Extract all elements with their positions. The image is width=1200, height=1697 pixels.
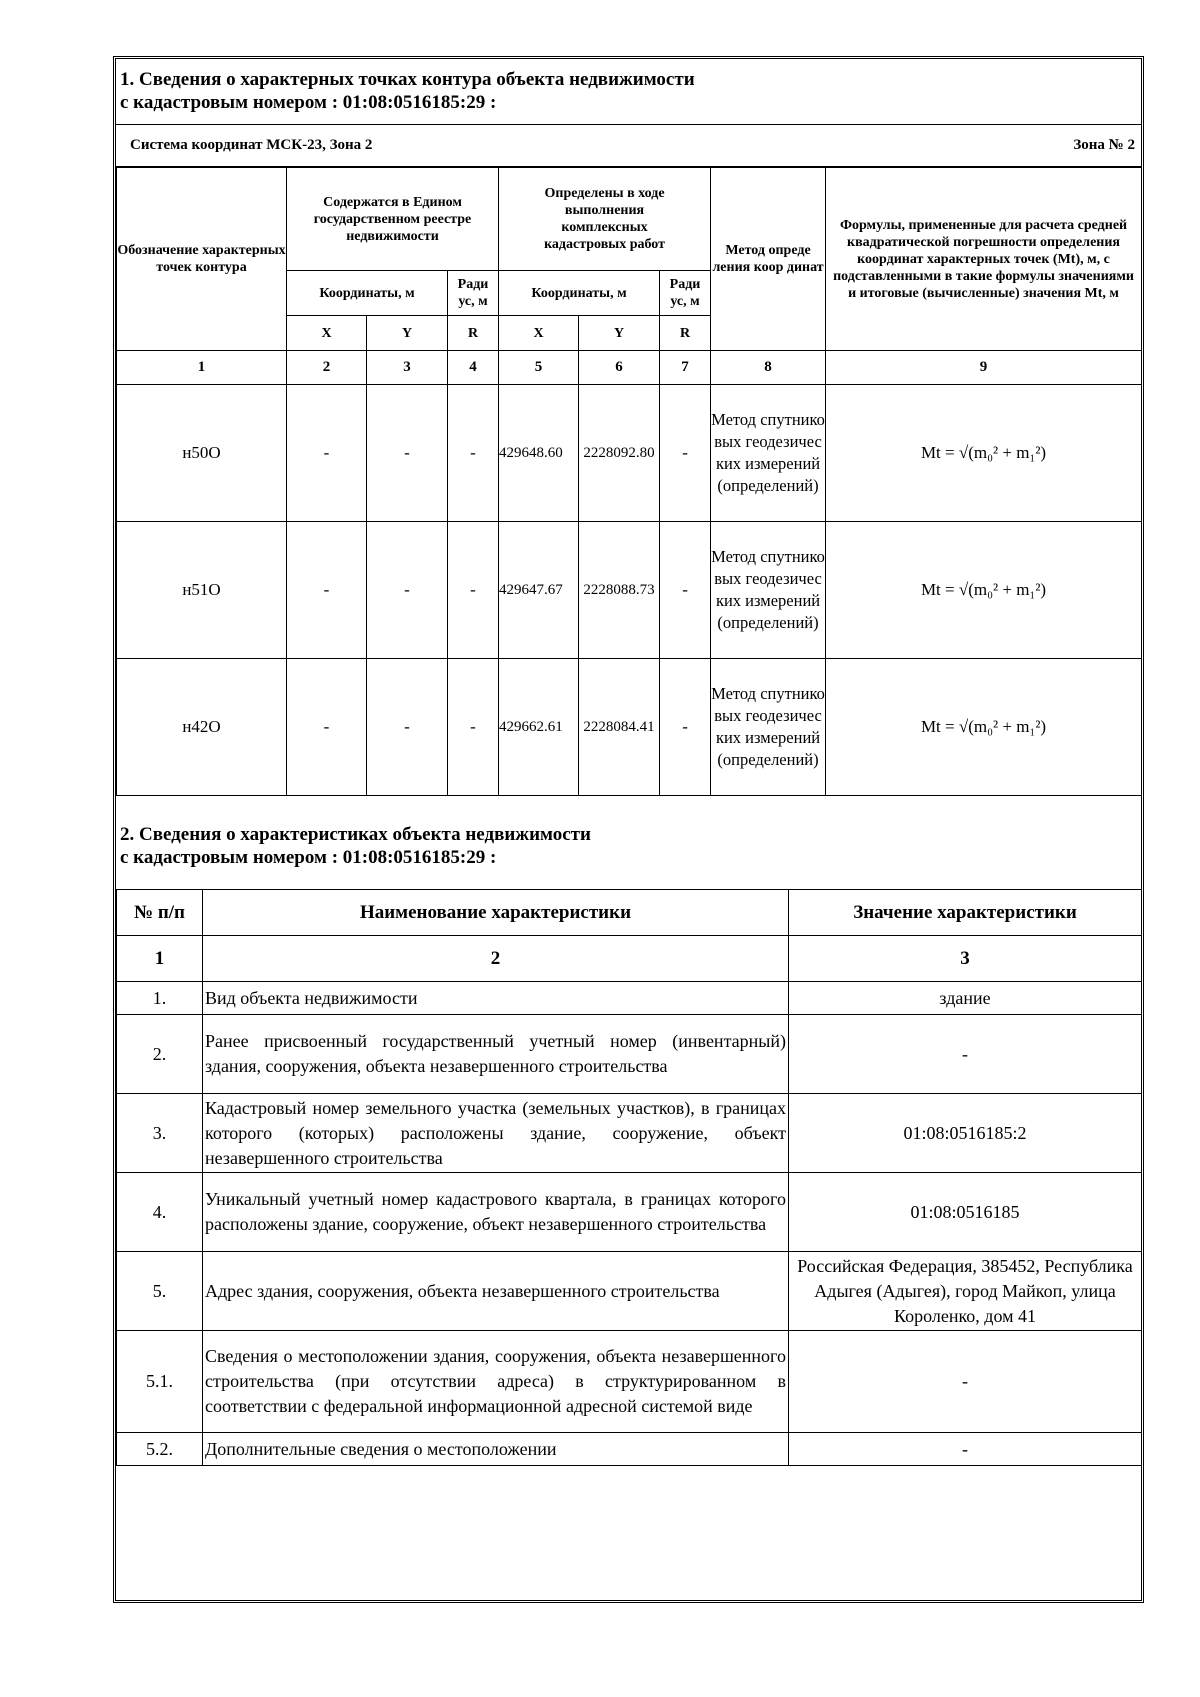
cell-r-defined: - xyxy=(660,522,711,659)
row-num: 3. xyxy=(117,1094,203,1173)
row-name: Дополнительные сведения о местоположении xyxy=(203,1433,789,1466)
section2-title-line1: 2. Сведения о характеристиках объекта недвижимости xyxy=(120,824,591,845)
cell-r-defined: - xyxy=(660,659,711,796)
header-value: Значение характеристики xyxy=(789,890,1142,936)
coord-system-row xyxy=(116,125,1141,167)
table-row xyxy=(117,982,1142,1015)
col-num: 9 xyxy=(826,351,1142,385)
zone-label: Зона № 2 xyxy=(1073,137,1135,153)
table-row xyxy=(117,1433,1142,1466)
table-row xyxy=(117,1173,1142,1252)
header-num: № п/п xyxy=(117,890,203,936)
points-table xyxy=(116,167,1142,796)
cell-r-egrn: - xyxy=(448,659,499,796)
cell-x-defined: 429662.61 xyxy=(499,659,579,796)
header-radius-defined: Ради ус, м xyxy=(660,271,711,316)
point-name: н42О xyxy=(117,659,287,796)
header-y-defined: Y xyxy=(579,316,660,351)
cell-r-egrn: - xyxy=(448,385,499,522)
col-num: 1 xyxy=(117,351,287,385)
section1-title-line1: 1. Сведения о характерных точках контура объекта недвижимости xyxy=(120,69,695,90)
cell-y-egrn: - xyxy=(367,659,448,796)
row-name: Вид объекта недвижимости xyxy=(203,982,789,1015)
header-formula: Формулы, примененные для расчета средней квадратической погрешности определения координат характерных точек (Mt), м, с подставленными в такие формулы значениями и итоговые (вычисленные) значения Mt, м xyxy=(826,168,1142,351)
col-num: 2 xyxy=(287,351,367,385)
col-num: 4 xyxy=(448,351,499,385)
row-num: 5. xyxy=(117,1252,203,1331)
row-num: 5.2. xyxy=(117,1433,203,1466)
header-r-defined: R xyxy=(660,316,711,351)
section1-title xyxy=(116,59,1141,125)
row-value: Российская Федерация, 385452, Республика Адыгея (Адыгея), город Майкоп, улица Короленко, дом 41 xyxy=(789,1252,1142,1331)
header-y-egrn: Y xyxy=(367,316,448,351)
row-name: Уникальный учетный номер кадастрового квартала, в границах которого расположены здание, сооружение, объект незавершенного строительства xyxy=(203,1173,789,1252)
header-x-defined: X xyxy=(499,316,579,351)
cell-r-defined: - xyxy=(660,385,711,522)
coord-system-label: Система координат МСК-23, Зона 2 xyxy=(130,137,373,153)
header-x-egrn: X xyxy=(287,316,367,351)
table-row xyxy=(117,1015,1142,1094)
table-row xyxy=(117,659,1142,796)
col-num: 5 xyxy=(499,351,579,385)
row-value: - xyxy=(789,1331,1142,1433)
point-name: н50О xyxy=(117,385,287,522)
cell-r-egrn: - xyxy=(448,522,499,659)
cell-y-defined: 2228084.41 xyxy=(579,659,660,796)
cell-method: Метод спутниковых геодезических измерений (определений) xyxy=(711,659,826,796)
section1-title-line2: с кадастровым номером : 01:08:0516185:29 : xyxy=(120,92,497,113)
cell-y-defined: 2228088.73 xyxy=(579,522,660,659)
header-name: Наименование характеристики xyxy=(203,890,789,936)
cell-method: Метод спутниковых геодезических измерений (определений) xyxy=(711,385,826,522)
cell-x-egrn: - xyxy=(287,522,367,659)
cell-y-egrn: - xyxy=(367,385,448,522)
cell-y-egrn: - xyxy=(367,522,448,659)
header-r-egrn: R xyxy=(448,316,499,351)
section2-title-line2: с кадастровым номером : 01:08:0516185:29 : xyxy=(120,847,497,868)
header-defined: Определены в ходе выполнения комплексных кадастровых работ xyxy=(499,168,711,271)
cell-formula: Mt = √(m₀² + m₁²) xyxy=(826,385,1142,522)
row-value: 01:08:0516185 xyxy=(789,1173,1142,1252)
point-name: н51О xyxy=(117,522,287,659)
header-radius-egrn: Ради ус, м xyxy=(448,271,499,316)
col-num: 7 xyxy=(660,351,711,385)
col-num: 1 xyxy=(117,936,203,982)
header-designation: Обозначение характерных точек контура xyxy=(117,168,287,351)
row-name: Адрес здания, сооружения, объекта незавершенного строительства xyxy=(203,1252,789,1331)
col-num: 6 xyxy=(579,351,660,385)
cell-x-defined: 429648.60 xyxy=(499,385,579,522)
row-name: Сведения о местоположении здания, сооружения, объекта незавершенного строительства (при отсутствии адреса) в структурированном в соответствии с федеральной информационной адресной системой виде xyxy=(203,1331,789,1433)
row-value: 01:08:0516185:2 xyxy=(789,1094,1142,1173)
row-num: 2. xyxy=(117,1015,203,1094)
row-num: 1. xyxy=(117,982,203,1015)
cell-formula: Mt = √(m₀² + m₁²) xyxy=(826,522,1142,659)
cell-formula: Mt = √(m₀² + m₁²) xyxy=(826,659,1142,796)
characteristics-table xyxy=(116,889,1142,1466)
row-value: - xyxy=(789,1433,1142,1466)
row-value: здание xyxy=(789,982,1142,1015)
cell-x-defined: 429647.67 xyxy=(499,522,579,659)
col-num: 8 xyxy=(711,351,826,385)
table-row xyxy=(117,1094,1142,1173)
table-row xyxy=(117,522,1142,659)
header-egrn: Содержатся в Едином государственном реестре недвижимости xyxy=(287,168,499,271)
cell-method: Метод спутниковых геодезических измерений (определений) xyxy=(711,522,826,659)
cell-x-egrn: - xyxy=(287,385,367,522)
header-method: Метод опреде ления коор динат xyxy=(711,168,826,351)
row-num: 5.1. xyxy=(117,1331,203,1433)
table-row xyxy=(117,385,1142,522)
section2-title xyxy=(116,823,1141,889)
col-num: 3 xyxy=(367,351,448,385)
row-name: Кадастровый номер земельного участка (земельных участков), в границах которого (которых) расположены здание, сооружение, объект незавершенного строительства xyxy=(203,1094,789,1173)
cell-x-egrn: - xyxy=(287,659,367,796)
header-coords-defined: Координаты, м xyxy=(499,271,660,316)
col-num: 3 xyxy=(789,936,1142,982)
row-num: 4. xyxy=(117,1173,203,1252)
row-value: - xyxy=(789,1015,1142,1094)
table-row xyxy=(117,1331,1142,1433)
cell-y-defined: 2228092.80 xyxy=(579,385,660,522)
col-num: 2 xyxy=(203,936,789,982)
header-coords-egrn: Координаты, м xyxy=(287,271,448,316)
row-name: Ранее присвоенный государственный учетный номер (инвентарный) здания, сооружения, объекта незавершенного строительства xyxy=(203,1015,789,1094)
table-row xyxy=(117,1252,1142,1331)
